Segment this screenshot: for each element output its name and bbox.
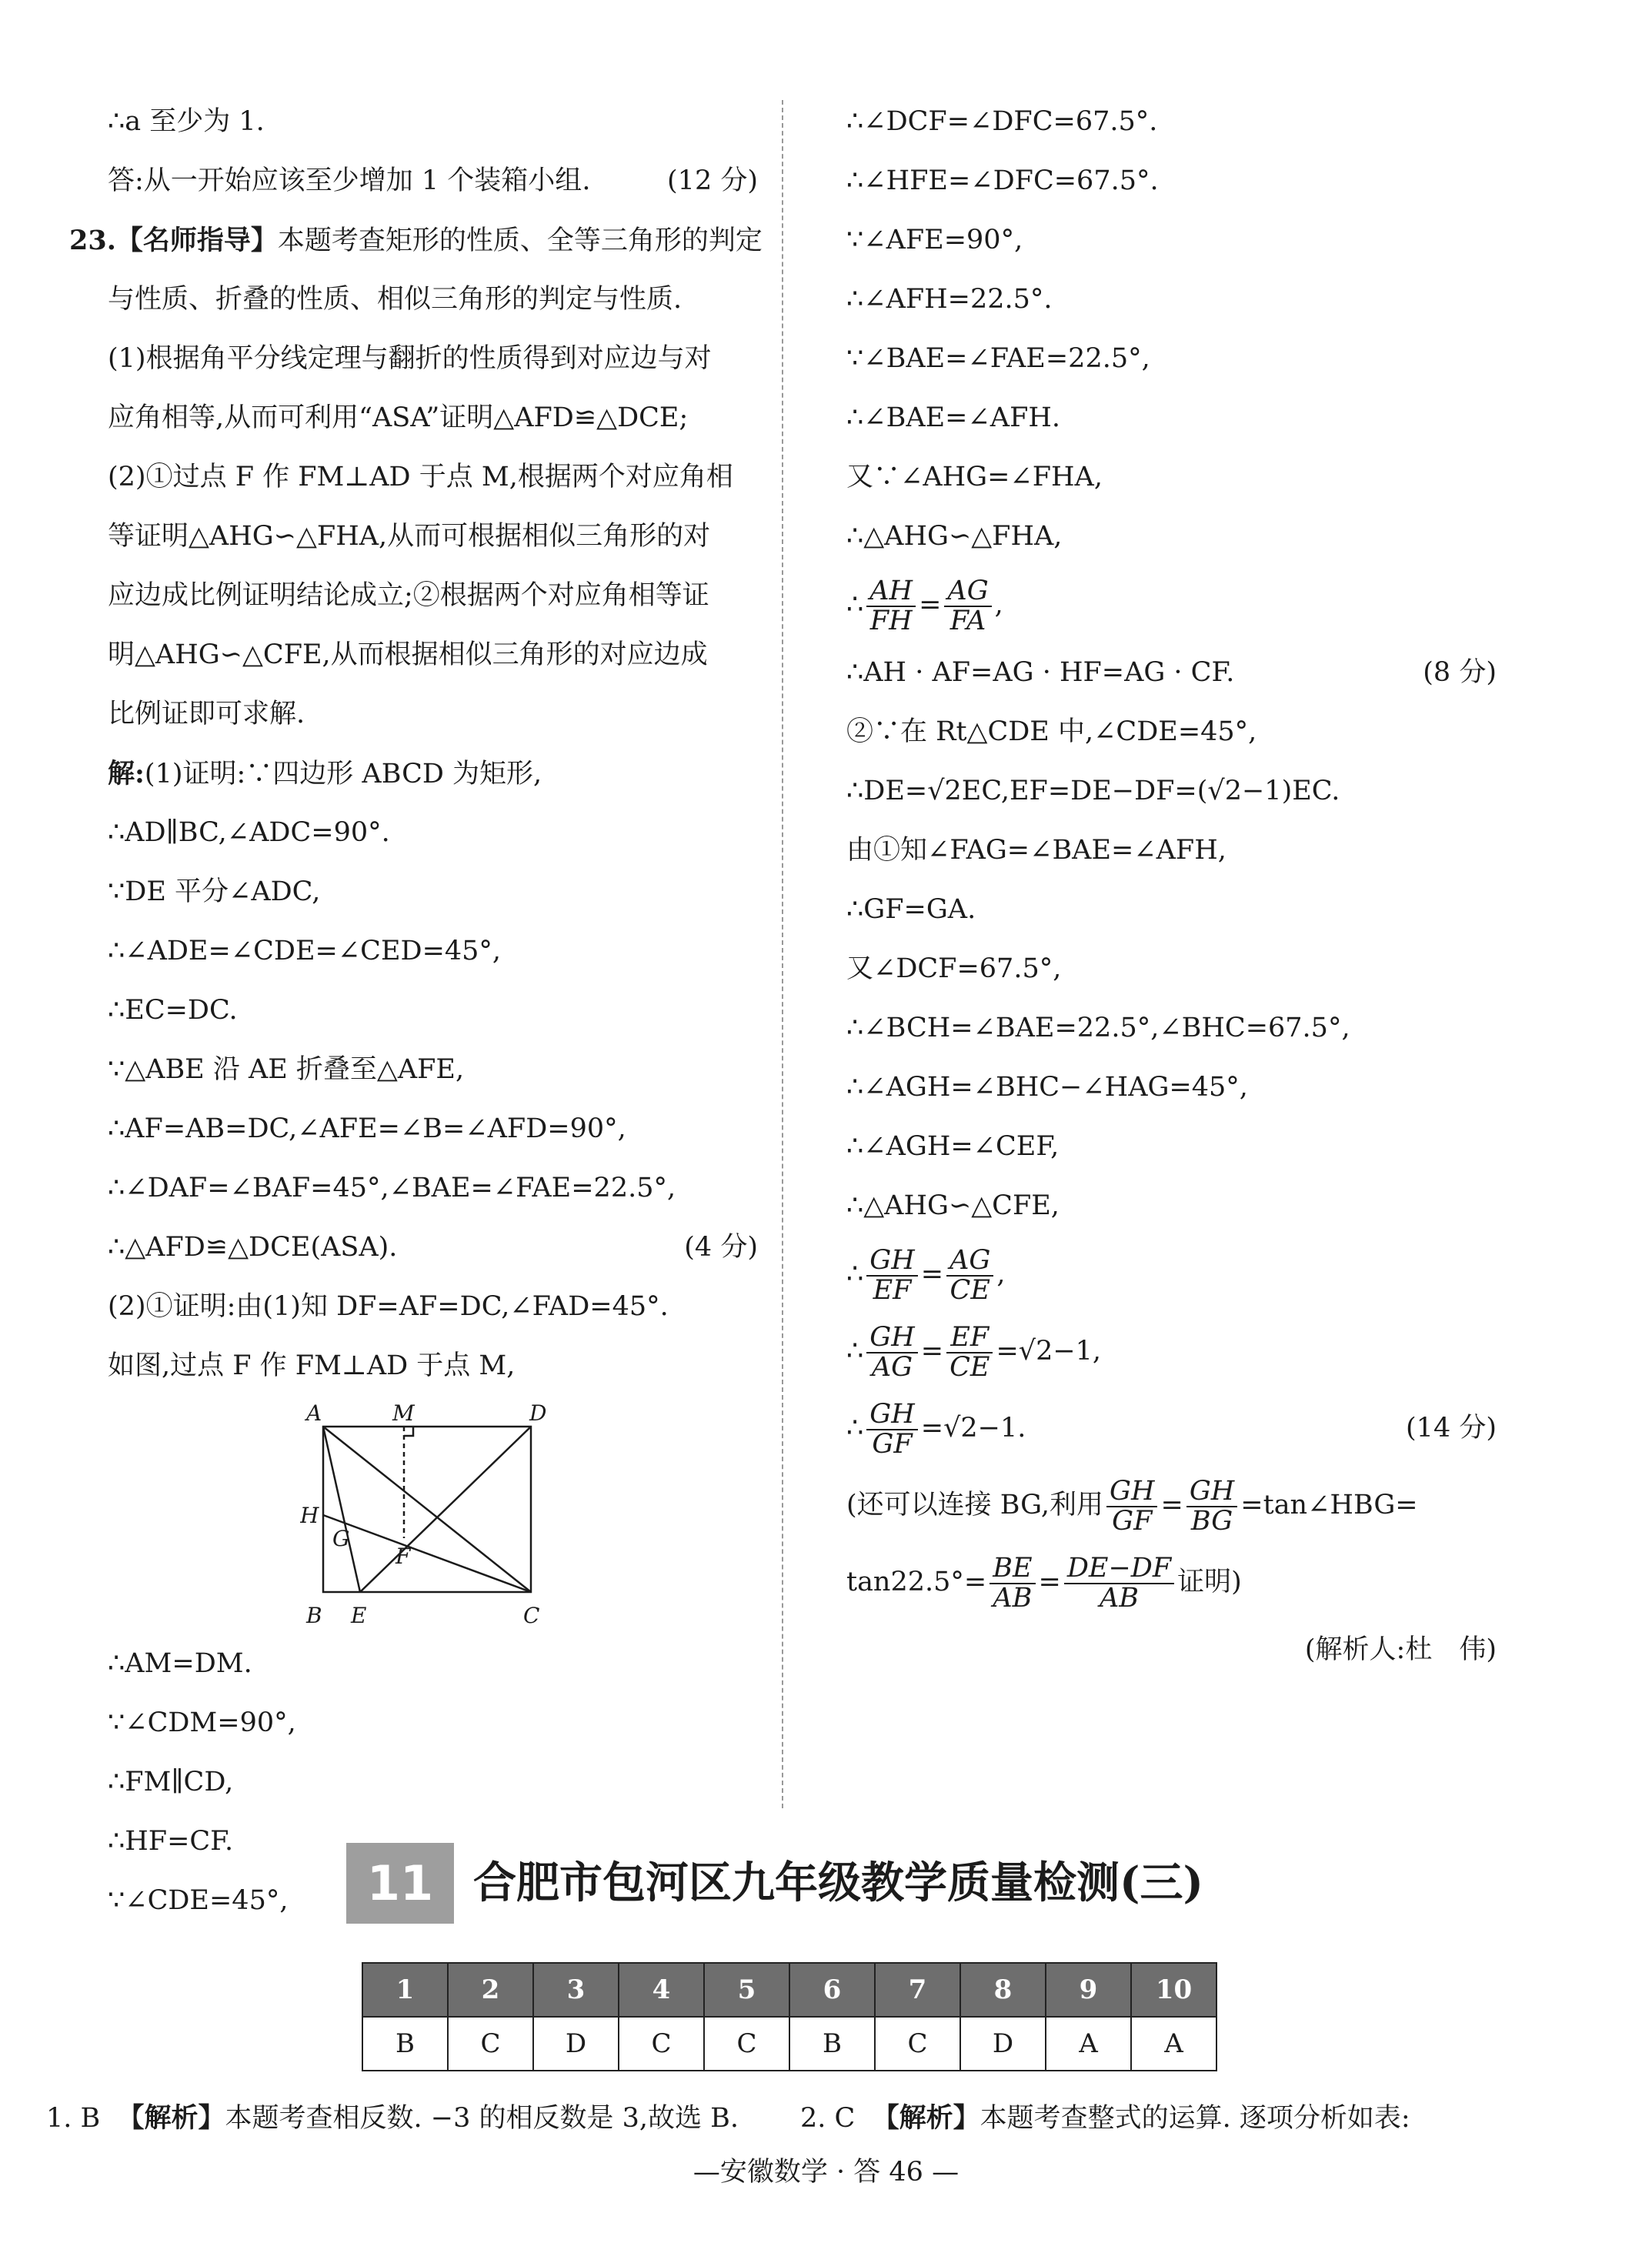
fraction-line: (还可以连接 BG,利用 $\frac{GH}{GF}$ = $\frac{GH}{BG}$ =tan∠HBG= (846, 1475, 1418, 1537)
question-number-cell: 4 (619, 1963, 704, 2017)
text-line: ∴HF=CF. (108, 1826, 234, 1857)
text-line: 由①知∠FAG=∠BAE=∠AFH, (846, 835, 1226, 866)
question-number-cell: 3 (533, 1963, 619, 2017)
text-line: ∴AD∥BC,∠ADC=90°. (108, 817, 390, 848)
label-b: B (306, 1603, 322, 1628)
teacher-guide-tag: 【名师指导】 (115, 225, 278, 256)
question-number: 23. (69, 225, 116, 256)
score-label: (12 分) (667, 165, 758, 196)
text-line: 应边成比例证明结论成立;②根据两个对应角相等证 (108, 580, 709, 611)
fraction: $\frac{AG}{FA}$ (944, 577, 991, 636)
answer-row (362, 2017, 1216, 2071)
text-line: ∴∠BAE=∠AFH. (846, 402, 1061, 433)
answer-cell: C (704, 2017, 789, 2071)
text-line: ∴AH · AF=AG · HF=AG · CF. (8 分) (846, 643, 1497, 703)
segment-de (360, 1427, 531, 1592)
text-line: 与性质、折叠的性质、相似三角形的判定与性质. (108, 284, 682, 315)
text-line: ∴DE=√2EC,EF=DE−DF=(√2−1)EC. (846, 776, 1340, 806)
section-title: 合肥市包河区九年级教学质量检测(三) (473, 1857, 1203, 1908)
text-line: ∵∠AFE=90°, (846, 225, 1023, 255)
text-line: ∴a 至少为 1. (108, 106, 265, 137)
question-number-row (362, 1963, 1216, 2017)
answer-cell: A (1131, 2017, 1216, 2071)
text-line: ∴∠AGH=∠BHC−∠HAG=45°, (846, 1072, 1248, 1103)
text-line: 答:从一开始应该至少增加 1 个装箱小组. (12 分) (108, 152, 758, 211)
answer-cell: D (533, 2017, 619, 2071)
question-number-cell: 6 (789, 1963, 875, 2017)
column-divider (782, 100, 783, 1808)
text-line: ∵△ABE 沿 AE 折叠至△AFE, (108, 1054, 465, 1085)
question-number-cell: 8 (960, 1963, 1046, 2017)
answer-cell: C (448, 2017, 533, 2071)
text-line: ∵∠CDE=45°, (108, 1885, 289, 1916)
label-a: A (306, 1404, 322, 1426)
text-line: 如图,过点 F 作 FM⊥AD 于点 M, (108, 1350, 516, 1381)
text-line: ∴△AHG∽△CFE, (846, 1190, 1060, 1221)
text-line: ∴△AHG∽△FHA, (846, 521, 1063, 552)
fraction: $\frac{AG}{CE}$ (946, 1247, 993, 1305)
text-line: (1)根据角平分线定理与翻折的性质得到对应边与对 (108, 343, 712, 374)
solution-start: 解:(1)证明:∵四边形 ABCD 为矩形, (108, 758, 542, 789)
text-line: 明△AHG∽△CFE,从而根据相似三角形的对应边成 (108, 639, 708, 670)
right-column (846, 92, 1497, 1680)
text-line: 等证明△AHG∽△FHA,从而可根据相似三角形的对 (108, 521, 711, 552)
text-line: ∴∠AGH=∠CEF, (846, 1131, 1060, 1162)
fraction: $\frac{GH}{GF}$ (866, 1400, 917, 1459)
answer-1-explanation: 1. B 【解析】本题考查相反数. −3 的相反数是 3,故选 B. (46, 2102, 739, 2134)
text-line: ∴GF=GA. (846, 894, 976, 925)
text-line: ∴∠DAF=∠BAF=45°,∠BAE=∠FAE=22.5°, (108, 1173, 676, 1203)
text-line: ∴∠HFE=∠DFC=67.5°. (846, 165, 1159, 196)
reviewer-credit: (解析人:杜 伟) (1304, 1634, 1497, 1665)
answer-cell: B (362, 2017, 448, 2071)
text-line: (2)①过点 F 作 FM⊥AD 于点 M,根据两个对应角相 (108, 462, 733, 492)
question-23-heading: 23.【名师指导】本题考查矩形的性质、全等三角形的判定 (69, 225, 763, 256)
section-number-badge: 11 (346, 1843, 454, 1924)
label-c: C (523, 1603, 540, 1628)
label-f: F (395, 1544, 411, 1569)
fraction: $\frac{AH}{FH}$ (866, 577, 916, 636)
fraction: $\frac{BE}{AB}$ (990, 1554, 1035, 1613)
label-d: D (529, 1404, 547, 1426)
watermark (585, 1631, 1016, 1824)
text-line: 应角相等,从而可利用“ASA”证明△AFD≌△DCE; (108, 402, 689, 433)
text-line: (2)①证明:由(1)知 DF=AF=DC,∠FAD=45°. (108, 1291, 669, 1322)
text-line: ∵DE 平分∠ADC, (108, 876, 321, 907)
section-header (346, 1843, 1347, 1928)
question-number-cell: 10 (1131, 1963, 1216, 2017)
text-line: ∵∠BAE=∠FAE=22.5°, (846, 343, 1150, 374)
right-angle-mark (404, 1427, 413, 1436)
text-line: ∴AM=DM. (108, 1648, 252, 1679)
answer-cell: D (960, 2017, 1046, 2071)
text-line: ∴∠ADE=∠CDE=∠CED=45°, (108, 936, 502, 966)
answer-cell: C (875, 2017, 960, 2071)
rectangle-diagram (300, 1404, 554, 1634)
fraction: $\frac{GH}{AG}$ (866, 1323, 917, 1382)
answer-cell: A (1046, 2017, 1131, 2071)
fraction: $\frac{GH}{BG}$ (1186, 1477, 1237, 1536)
fraction: $\frac{DE-DF}{AB}$ (1064, 1554, 1174, 1613)
page-footer: —安徽数学 · 答 46 — (693, 2157, 959, 2188)
text-line: 又∵∠AHG=∠FHA, (846, 462, 1103, 492)
question-number-cell: 5 (704, 1963, 789, 2017)
text-line: ∴AF=AB=DC,∠AFE=∠B=∠AFD=90°, (108, 1113, 626, 1144)
text-line: ∴∠AFH=22.5°. (846, 284, 1053, 315)
geometry-figure (108, 1396, 758, 1634)
label-g: G (332, 1526, 350, 1551)
fraction-line: ∴ $\frac{AH}{FH}$ = $\frac{AG}{FA}$ , (846, 575, 1003, 636)
text-line: ∵∠CDM=90°, (108, 1707, 296, 1738)
text-line: ∴∠BCH=∠BAE=22.5°,∠BHC=67.5°, (846, 1013, 1350, 1043)
text-line: ∴∠DCF=∠DFC=67.5°. (846, 106, 1158, 137)
fraction-line: ∴ $\frac{GH}{EF}$ = $\frac{AG}{CE}$ , (846, 1244, 1006, 1306)
text-line: 又∠DCF=67.5°, (846, 953, 1062, 984)
answer-cell: C (619, 2017, 704, 2071)
question-number-cell: 1 (362, 1963, 448, 2017)
label-m: M (392, 1404, 415, 1426)
fraction: $\frac{GH}{EF}$ (866, 1247, 917, 1305)
fraction: $\frac{EF}{CE}$ (946, 1323, 993, 1382)
question-number-cell: 7 (875, 1963, 960, 2017)
score-label: (8 分) (1423, 657, 1497, 688)
text-line: 比例证即可求解. (108, 699, 305, 729)
text-line: ∴FM∥CD, (108, 1767, 234, 1797)
answer-table (362, 1962, 1217, 2071)
label-h: H (300, 1503, 319, 1528)
fraction-line: ∴ $\frac{GH}{GF}$ =√2−1. (14 分) (846, 1390, 1497, 1467)
label-e: E (351, 1603, 367, 1628)
score-label: (14 分) (1406, 1413, 1497, 1444)
fraction-line: tan22.5°= $\frac{BE}{AB}$ = $\frac{DE-DF}{AB}$ 证明) (846, 1552, 1242, 1614)
answer-cell: B (789, 2017, 875, 2071)
question-number-cell: 9 (1046, 1963, 1131, 2017)
text-line: ∴△AFD≌△DCE(ASA). (4 分) (108, 1218, 758, 1277)
text-line: ∴EC=DC. (108, 995, 238, 1026)
fraction-line: ∴ $\frac{GH}{AG}$ = $\frac{EF}{CE}$ =√2−1, (846, 1321, 1102, 1383)
fraction: $\frac{GH}{GF}$ (1106, 1477, 1157, 1536)
question-number-cell: 2 (448, 1963, 533, 2017)
answer-2-explanation: 2. C 【解析】本题考查整式的运算. 逐项分析如表: (800, 2102, 1410, 2134)
solution-tag: 解: (108, 758, 145, 789)
score-label: (4 分) (684, 1232, 758, 1263)
text-line: ②∵在 Rt△CDE 中,∠CDE=45°, (846, 716, 1257, 747)
